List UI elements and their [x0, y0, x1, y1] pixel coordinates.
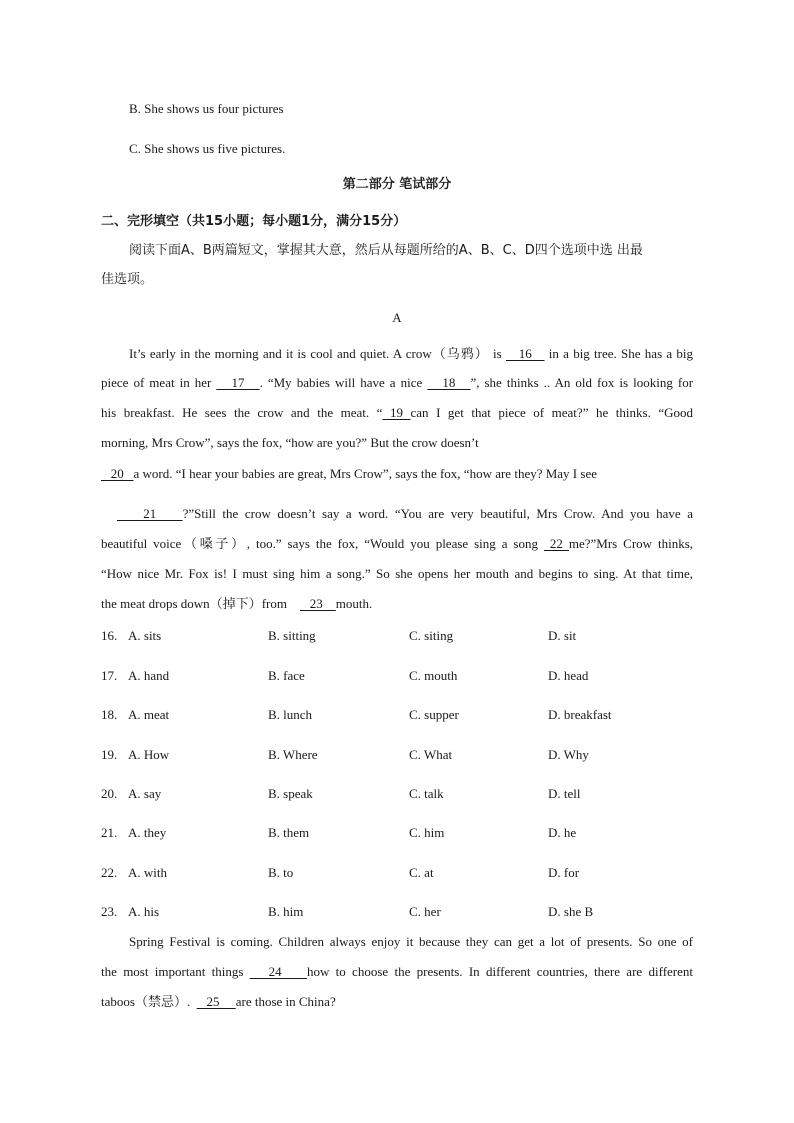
- gloss: （乌鸦）: [431, 347, 489, 362]
- text: .: [186, 994, 191, 1009]
- option-c: C. talk: [409, 786, 444, 801]
- text: . “My babies will have a nice: [259, 375, 423, 390]
- text: piece of meat in her: [101, 375, 212, 390]
- text: ”, she thinks .. An old fox is looking for: [470, 375, 694, 390]
- question-number: 17.: [101, 668, 118, 683]
- text: beautiful voice: [101, 536, 182, 551]
- option-b: B. to: [268, 865, 294, 880]
- blank-20: 20: [101, 466, 134, 481]
- part-title: 第二部分 笔试部分: [342, 177, 452, 192]
- option-row-20: [101, 785, 701, 803]
- option-b: B. speak: [268, 786, 313, 801]
- gloss: （嗓子）: [181, 537, 247, 552]
- text: in a big tree. She has a big: [548, 346, 694, 361]
- passage-a-line2: [101, 374, 693, 392]
- option-a: A. hand: [128, 668, 170, 683]
- option-row-19: [101, 746, 701, 764]
- option-c: C. What: [409, 747, 453, 762]
- option-b: B. face: [268, 668, 305, 683]
- blank-23: 23: [299, 596, 336, 611]
- text: It’s early in the morning and it is cool and quiet. A crow: [129, 346, 432, 361]
- passage-a-line3: [101, 404, 693, 422]
- text: mouth.: [335, 596, 373, 611]
- text: from: [261, 596, 287, 611]
- blank-25: 25: [196, 994, 236, 1009]
- text: me?”Mrs Crow thinks,: [568, 536, 694, 551]
- option-a: A. meat: [128, 707, 170, 722]
- option-d: D. Why: [548, 747, 589, 762]
- option-row-17: [101, 667, 701, 685]
- question-number: 16.: [101, 628, 118, 643]
- section-title: 二、完形填空（共15小题；每小题1分，满分15分）: [101, 214, 407, 229]
- option-d: D. for: [548, 865, 580, 880]
- option-c: C. siting: [409, 628, 454, 643]
- text: a word. “I hear your babies are great, Mrs Crow”, says the fox, “how are they? May I see: [133, 466, 597, 481]
- text: , too.” says the fox, “Would you please sing a song: [246, 536, 538, 551]
- passage-a-label: A: [392, 310, 402, 325]
- passage-a-line8: “How nice Mr. Fox is! I must sing him a song.” So she opens her mouth and begins to sing. At that time,: [101, 566, 693, 581]
- question-number: 19.: [101, 747, 118, 762]
- option-b: B. him: [268, 904, 304, 919]
- option-d: D. she B: [548, 904, 594, 919]
- option-c: C. him: [409, 825, 445, 840]
- passage-a-line7: [101, 535, 693, 554]
- question-number: 18.: [101, 707, 118, 722]
- option-d: D. sit: [548, 628, 577, 643]
- passage-b-line2: [101, 963, 693, 981]
- question-number: 20.: [101, 786, 118, 801]
- option-b: B. them: [268, 825, 310, 840]
- passage-a-line1: [129, 345, 693, 364]
- passage-a-line6: [117, 505, 693, 523]
- listening-option-c: C. She shows us five pictures.: [129, 141, 286, 156]
- text: ?”Still the crow doesn’t say a word. “You are very beautiful, Mrs Crow. And you have a: [182, 506, 693, 521]
- passage-a-line9: [101, 595, 693, 614]
- option-row-23: [101, 903, 701, 921]
- text: his breakfast. He sees the crow and the meat. “: [101, 405, 383, 420]
- blank-22: 22: [543, 536, 569, 551]
- text: taboos: [101, 994, 135, 1009]
- option-a: A. say: [128, 786, 162, 801]
- blank-24: 24: [249, 964, 307, 979]
- option-row-18: [101, 706, 701, 724]
- option-b: B. lunch: [268, 707, 313, 722]
- section-instruction-line1: 阅读下面A、B两篇短文，掌握其大意，然后从每题所给的A、B、C、D四个选项中选 出最: [129, 243, 643, 258]
- option-c: C. her: [409, 904, 441, 919]
- passage-b-line3: [101, 993, 693, 1012]
- passage-a-line4: morning, Mrs Crow”, says the fox, “how are you?” But the crow doesn’t: [101, 435, 479, 450]
- option-a: A. with: [128, 865, 167, 880]
- question-number: 23.: [101, 904, 118, 919]
- blank-17: 17: [216, 375, 260, 390]
- blank-21: 21: [117, 506, 183, 521]
- text: the most important things: [101, 964, 244, 979]
- option-d: D. he: [548, 825, 577, 840]
- option-a: A. sits: [128, 628, 162, 643]
- option-row-16: [101, 627, 701, 645]
- section-instruction-line2: 佳选项。: [101, 272, 154, 287]
- option-a: A. How: [128, 747, 170, 762]
- text: the meat drops down: [101, 596, 210, 611]
- option-d: D. breakfast: [548, 707, 612, 722]
- gloss: （掉下）: [209, 597, 262, 612]
- blank-19: 19: [382, 405, 411, 420]
- blank-18: 18: [427, 375, 471, 390]
- option-a: A. his: [128, 904, 160, 919]
- question-number: 21.: [101, 825, 118, 840]
- blank-16: 16: [505, 346, 545, 361]
- text: is: [493, 346, 502, 361]
- question-number: 22.: [101, 865, 118, 880]
- option-b: B. Where: [268, 747, 318, 762]
- option-c: C. mouth: [409, 668, 458, 683]
- text: are those in China?: [235, 994, 336, 1009]
- option-b: B. sitting: [268, 628, 316, 643]
- listening-option-b: B. She shows us four pictures: [129, 101, 284, 116]
- option-row-22: [101, 864, 701, 882]
- option-d: D. tell: [548, 786, 581, 801]
- text: can I get that piece of meat?” he thinks. “Good: [410, 405, 694, 420]
- passage-b-line1: Spring Festival is coming. Children always enjoy it because they can get a lot of presents. So one of: [129, 934, 693, 949]
- passage-a-line5: [101, 465, 693, 483]
- text: how to choose the presents. In different countries, there are different: [306, 964, 693, 979]
- option-c: C. supper: [409, 707, 459, 722]
- option-c: C. at: [409, 865, 434, 880]
- gloss: （禁忌）: [134, 995, 187, 1010]
- option-d: D. head: [548, 668, 589, 683]
- option-a: A. they: [128, 825, 167, 840]
- option-row-21: [101, 824, 701, 842]
